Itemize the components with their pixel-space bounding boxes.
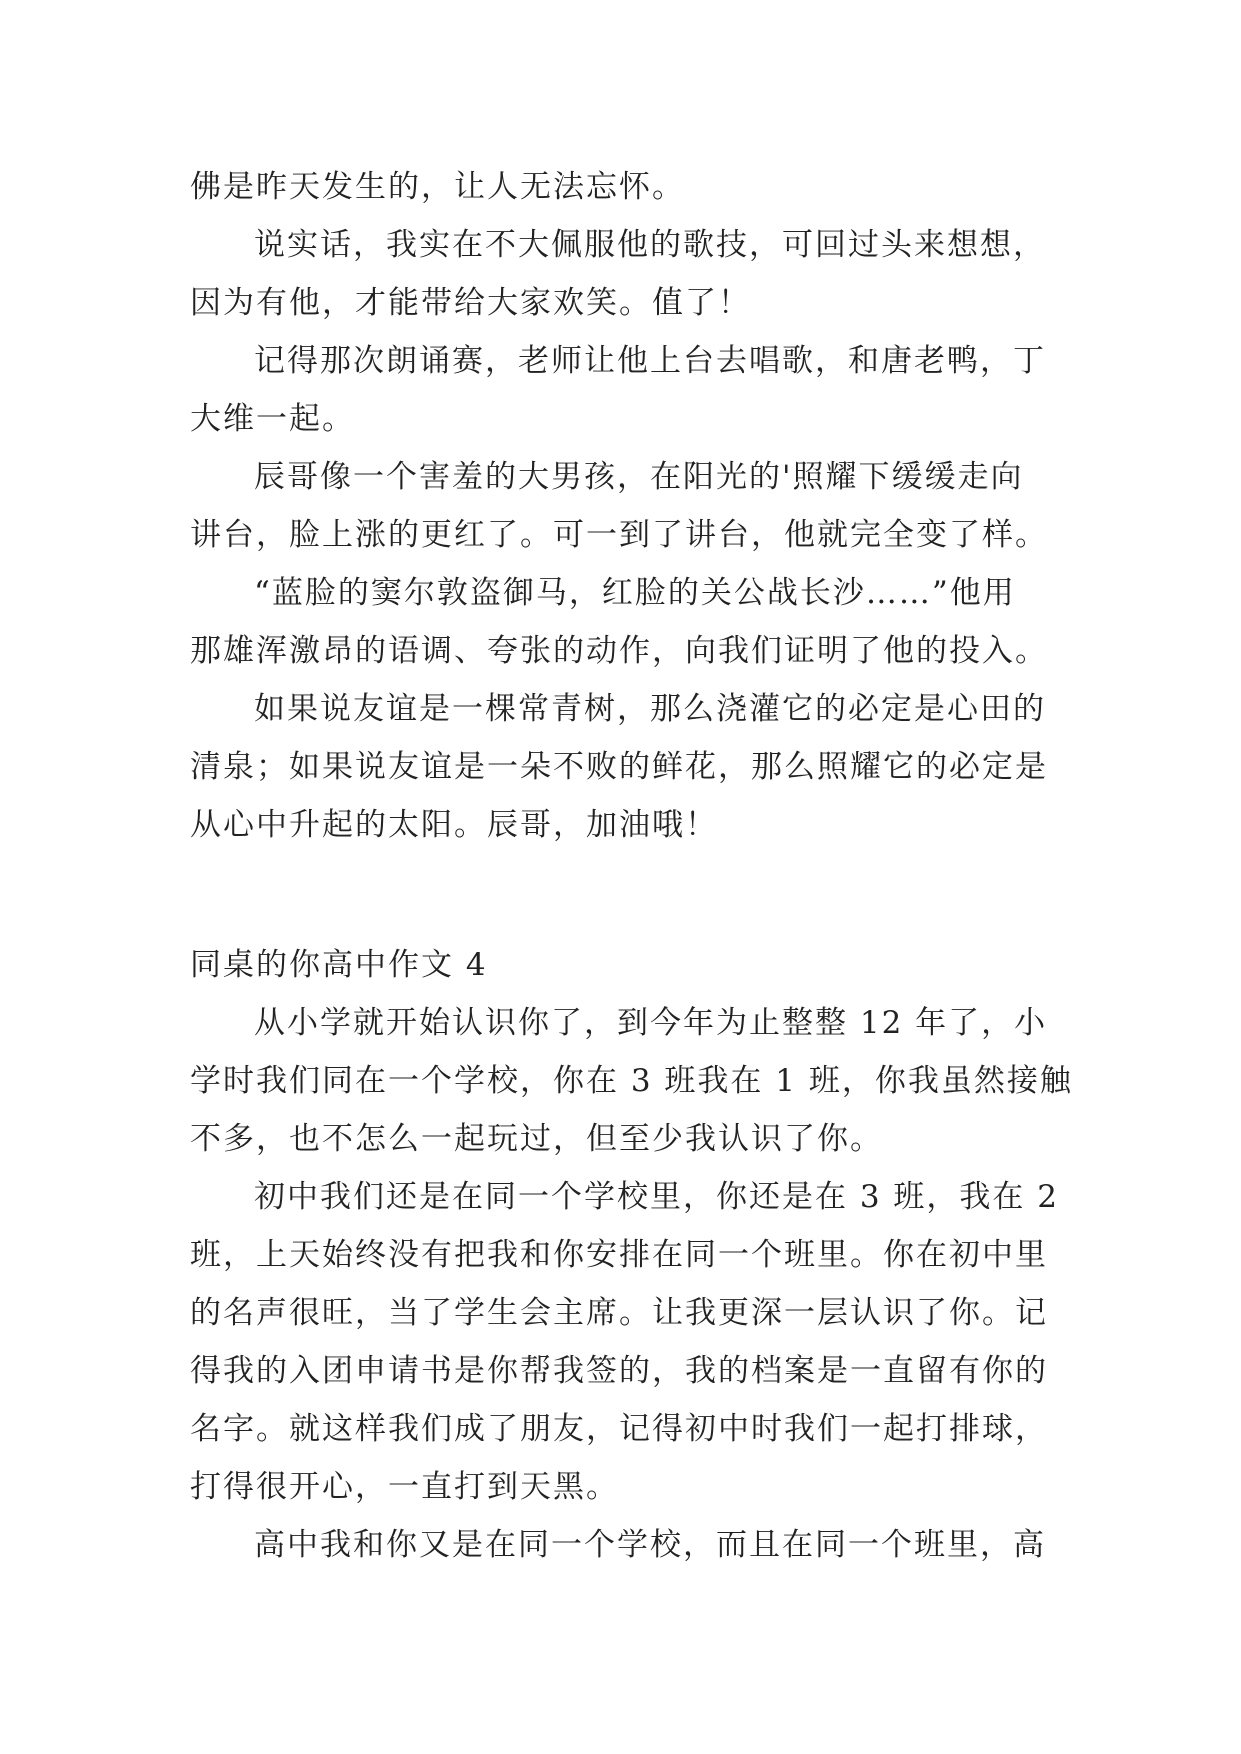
text-line: 那雄浑激昂的语调、夸张的动作，向我们证明了他的投入。 [190,633,1048,669]
text-line: 清泉；如果说友谊是一朵不败的鲜花，那么照耀它的必定是 [190,749,1048,785]
text-line: 大维一起。 [190,401,355,437]
text-line: 高中我和你又是在同一个学校，而且在同一个班里，高 [254,1527,1046,1563]
text-line: 打得很开心，一直打到天黑。 [190,1469,619,1505]
text-line: 从小学就开始认识你了，到今年为止整整 12 年了，小 [254,1005,1048,1041]
document-body [190,158,1073,1574]
text-line: 因为有他，才能带给大家欢笑。值了！ [190,285,751,321]
text-line: 辰哥像一个害羞的大男孩，在阳光的'照耀下缓缓走向 [254,459,1024,495]
text-line: 说实话，我实在不大佩服他的歌技，可回过头来想想， [254,227,1046,263]
text-line: 名字。就这样我们成了朋友，记得初中时我们一起打排球， [190,1411,1048,1447]
section-gap [190,854,1070,936]
section-heading: 同桌的你高中作文 4 [190,947,488,983]
text-line: 的名声很旺，当了学生会主席。让我更深一层认识了你。记 [190,1295,1048,1331]
text-line: 如果说友谊是一棵常青树，那么浇灌它的必定是心田的 [254,691,1046,727]
text-line: 讲台，脸上涨的更红了。可一到了讲台，他就完全变了样。 [190,517,1048,553]
text-line: “蓝脸的窦尔敦盗御马，红脸的关公战长沙……”他用 [254,575,1016,611]
text-line: 班，上天始终没有把我和你安排在同一个班里。你在初中里 [190,1237,1048,1273]
text-line: 从心中升起的太阳。辰哥，加油哦！ [190,807,718,843]
text-line: 学时我们同在一个学校，你在 3 班我在 1 班，你我虽然接触 [190,1063,1073,1099]
text-line: 记得那次朗诵赛，老师让他上台去唱歌，和唐老鸭，丁 [254,343,1046,379]
text-line: 不多，也不怎么一起玩过，但至少我认识了你。 [190,1121,883,1157]
text-line: 佛是昨天发生的，让人无法忘怀。 [190,169,685,205]
text-line: 得我的入团申请书是你帮我签的，我的档案是一直留有你的 [190,1353,1048,1389]
text-line: 初中我们还是在同一个学校里，你还是在 3 班，我在 2 [254,1179,1060,1215]
